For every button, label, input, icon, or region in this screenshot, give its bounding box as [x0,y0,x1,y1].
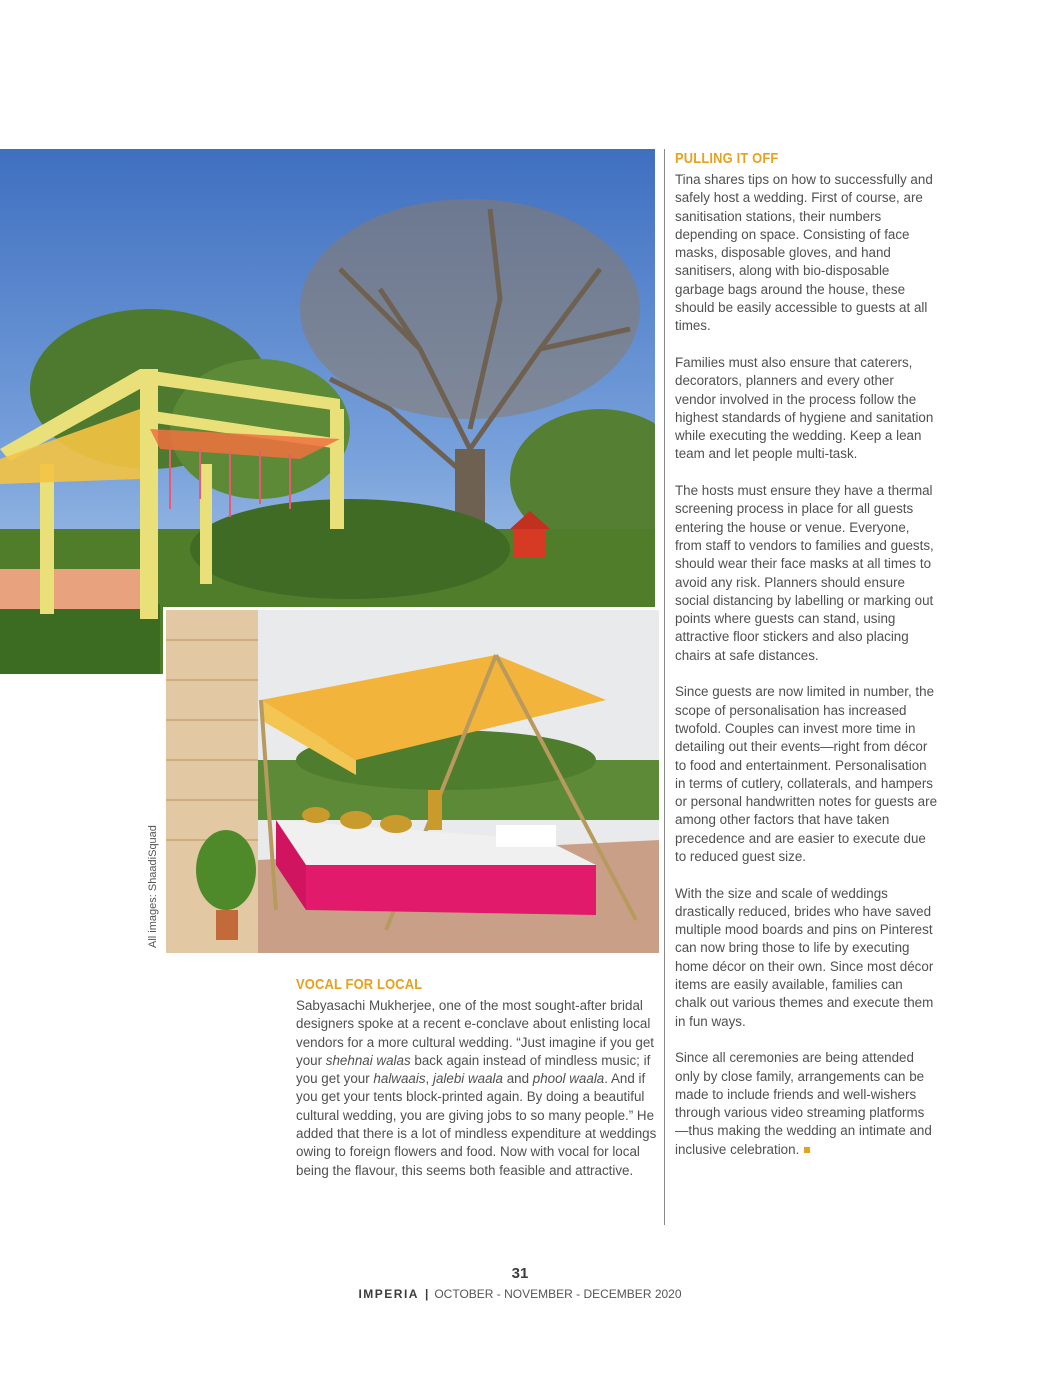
text-run: , [425,1071,433,1087]
buffet-tent-photo [163,607,659,953]
footer-separator: | [424,1287,429,1301]
italic-term: phool waala [532,1071,605,1087]
text-run: Sabyasachi Mukherjee, one of the most sought-after bridal designers spoke at a recent e-conclave about enlisting local vendors for a more cultural wedding. “Just imagine if you get your [296,998,655,1068]
italic-term: halwaais [373,1071,426,1087]
pulling-it-off-section [675,150,937,1159]
paragraph-text: Since all ceremonies are being attended only by close family, arrangements can be made to include friends and well-wishers through various video streaming platforms—thus making the wedding an intimate and inclusive celebration. [675,1050,932,1157]
italic-term: jalebi waala [432,1071,503,1087]
buffet-tent-photo-icon [166,610,659,953]
wedding-canopy-photo-icon [0,149,655,674]
column-divider [664,149,665,1225]
paragraph: Tina shares tips on how to successfully and safely host a wedding. First of course, are sanitisation stations, their numbers depending on space. Consisting of face masks, disposable gloves, and hand sanitisers, along with bio-disposable garbage bags around the house, these should be easily accessible to guests at all times. [675,172,933,334]
paragraph: Since guests are now limited in number, the scope of personalisation has increased twofold. Couples can invest more time in detailing out their events—right from décor to food and entertainment. Personalisation in terms of cutlery, collaterals, and hampers or personal handwritten notes for guests are among other factors that have taken precedence and are easier to execute due to reduced guest size. [675,684,938,864]
vocal-for-local-section [296,976,658,1180]
section-heading-pulling-it-off: PULLING IT OFF [675,150,779,167]
issue-date: OCTOBER - NOVEMBER - DECEMBER 2020 [434,1287,682,1301]
page-footer [0,1287,1040,1301]
text-run: . And if you get your tents block-printed again. By doing a beautiful cultural wedding, you are giving jobs to so many people.” He added that there is a lot of mindless expenditure at weddings owing to foreign flowers and food. Now with vocal for local being the flavour, this seems both feasible and attractive. [296,1071,657,1178]
wedding-canopy-photo [0,149,655,674]
magazine-name: IMPERIA [358,1287,419,1301]
photo-credit: All images: ShaadiSquad [147,825,159,948]
paragraph: With the size and scale of weddings drastically reduced, brides who have saved multiple mood boards and pins on Pinterest can now bring those to life by executing home décor on their own. Since most décor items are easily available, families can chalk out various themes and execute them in fun ways. [675,885,934,1029]
paragraph [296,997,658,1180]
text-run: back again instead of mindless music; if you get your [296,1052,651,1087]
italic-term: shehnai walas [325,1052,411,1068]
paragraph: Families must also ensure that caterers, decorators, planners and every other vendor involved in the process follow the highest standards of hygiene and sanitation while executing the wedding. Keep a lean team and let people multi-task. [675,354,934,462]
end-mark-icon [804,1147,810,1153]
section-heading-vocal-for-local: VOCAL FOR LOCAL [296,976,423,993]
page-number: 31 [511,1265,529,1282]
paragraph-final [675,1049,937,1159]
paragraph: The hosts must ensure they have a thermal screening process in place for all guests entering the house or venue. Everyone, from staff to vendors to families and guests, should wear their face masks at all times to avoid any risk. Planners should ensure social distancing by labelling or marking out points where guests can stand, using attractive floor stickers and also placing chairs at safe distances. [675,483,934,663]
text-run: and [502,1071,533,1087]
